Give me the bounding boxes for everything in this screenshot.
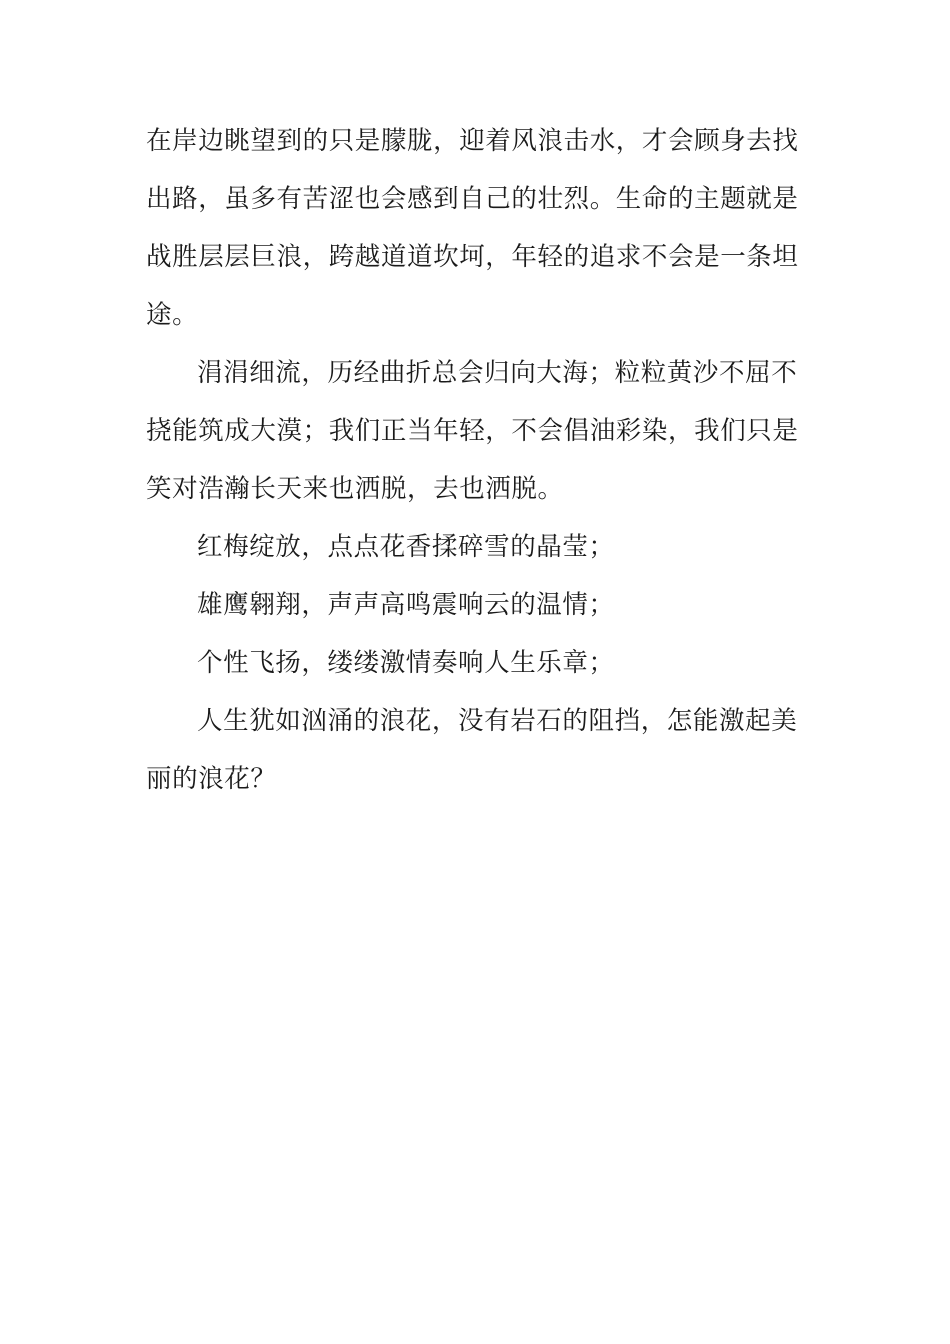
text-line: 红梅绽放，点点花香揉碎雪的晶莹；	[197, 532, 615, 562]
text-line: 个性飞扬，缕缕激情奏响人生乐章；	[197, 648, 615, 678]
text-line: 笑对浩瀚长天来也洒脱，去也洒脱。	[146, 474, 564, 504]
paragraph-1	[146, 112, 806, 344]
text-line: 雄鹰翱翔，声声高鸣震响云的温情；	[197, 590, 615, 620]
text-line: 途。	[146, 300, 199, 330]
paragraph-3	[146, 518, 806, 576]
paragraph-2	[146, 344, 806, 518]
text-line: 挠能筑成大漠；我们正当年轻，不会倡油彩染，我们只是	[146, 416, 799, 446]
text-line: 出路，虽多有苦涩也会感到自己的壮烈。生命的主题就是	[146, 184, 799, 214]
text-line: 战胜层层巨浪，跨越道道坎坷，年轻的追求不会是一条坦	[146, 242, 799, 272]
paragraph-6	[146, 692, 806, 808]
text-line: 丽的浪花？	[146, 764, 277, 794]
text-line: 人生犹如汹涌的浪花，没有岩石的阻挡，怎能激起美	[197, 706, 798, 736]
document-body	[146, 112, 806, 808]
text-line: 涓涓细流，历经曲折总会归向大海；粒粒黄沙不屈不	[197, 358, 798, 388]
text-line: 在岸边眺望到的只是朦胧，迎着风浪击水，才会顾身去找	[146, 126, 799, 156]
paragraph-5	[146, 634, 806, 692]
paragraph-4	[146, 576, 806, 634]
